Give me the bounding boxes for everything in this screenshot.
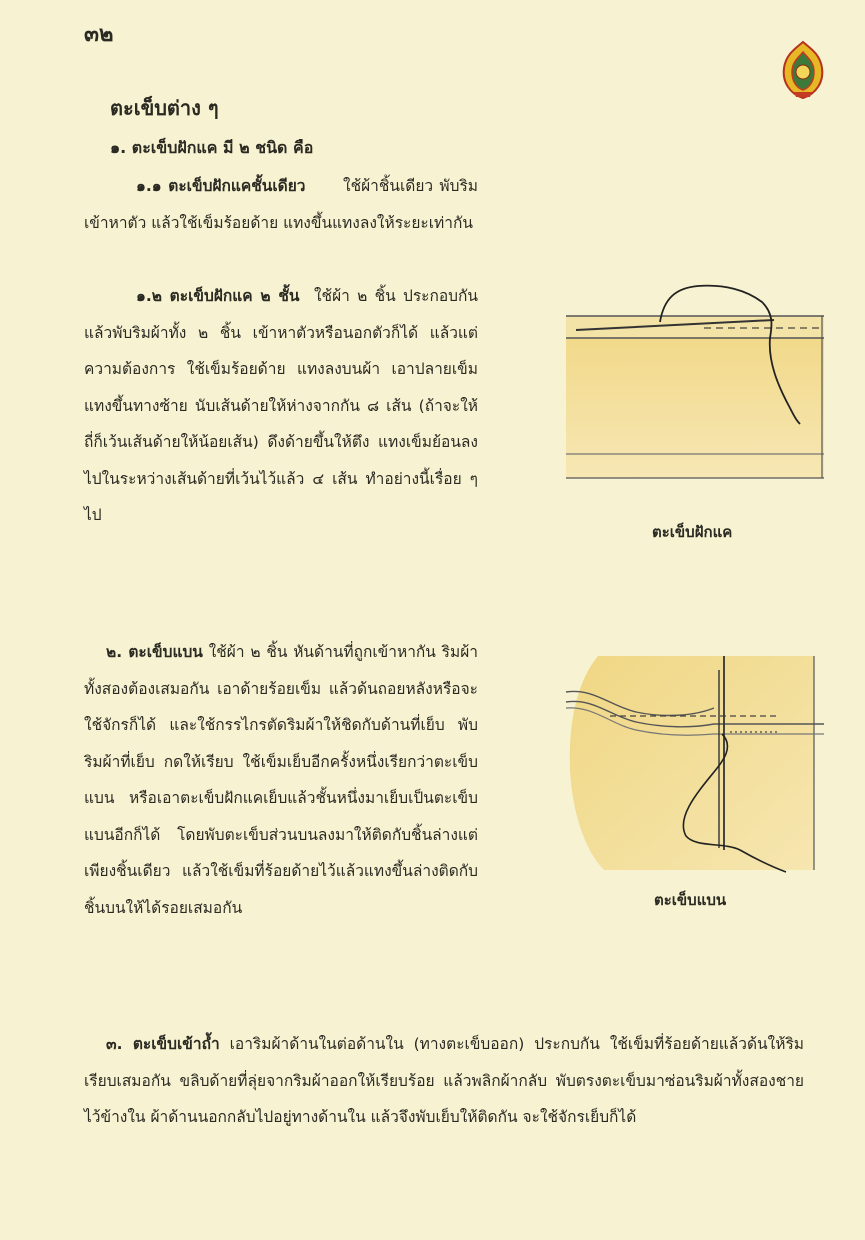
sub2-text: ใช้ผ้า ๒ ชิ้น ประกอบกัน แล้วพับริมผ้าทั้ง ๒ ชิ้น เข้าหาตัวหรือนอกตัวก็ได้ แล้วแต่ความต้องการ ใช้เข็มร้อยด้าย แทงลงบนผ้า เอาปลายเข็มแทงขึ้นทางซ้าย นับเส้นด้ายให้ห่างจากกัน ๘ เส้น (ถ้าจะให้ถี่ก็เว้นเส้นด้ายให้น้อยเส้น) ดึงด้ายขึ้นให้ตึง แทงเข็มย้อนลงไปในระหว่างเส้นด้ายที่เว้นไว้แล้ว ๔ เส้น ทำอย่างนี้เรื่อย ๆ ไป bbox=[84, 287, 478, 524]
section3-paragraph bbox=[84, 1026, 804, 1136]
sub1-lead: ๑.๑ ตะเข็บฝักแคชั้นเดียว bbox=[136, 177, 306, 195]
section3-lead: ๓. ตะเข็บเข้าถ้ำ bbox=[106, 1035, 220, 1053]
flat-seam-illustration bbox=[564, 650, 828, 874]
page-title: ตะเข็บต่าง ๆ bbox=[110, 96, 219, 120]
section1-heading: ๑. ตะเข็บฝักแค มี ๒ ชนิด คือ bbox=[110, 138, 314, 157]
sub2-lead: ๑.๒ ตะเข็บฝักแค ๒ ชั้น bbox=[136, 287, 300, 305]
section3-text: เอาริมผ้าด้านในต่อด้านใน (ทางตะเข็บออก) ประกบกัน ใช้เข็มที่ร้อยด้ายแล้วด้นให้ริมเรียบเสมอกัน ขลิบด้ายที่ลุ่ยจากริมผ้าออกให้เรียบร้อย แล้วพลิกผ้ากลับ พับตรงตะเข็บมาซ่อนริมผ้าทั้งสองชายไว้ข้างใน ผ้าด้านนอกกลับไปอยู่ทางด้านใน แล้วจึงพับเย็บให้ติดกัน จะใช้จักรเย็บก็ได้ bbox=[84, 1035, 804, 1126]
section2-text: ใช้ผ้า ๒ ชิ้น หันด้านที่ถูกเข้าหากัน ริมผ้าทั้งสองต้องเสมอกัน เอาด้ายร้อยเข็ม แล้วด้นถอยหลังหรือจะใช้จักรก็ได้ และใช้กรรไกรตัดริมผ้าให้ชิดกับด้านที่เย็บ พับริมผ้าที่เย็บ กดให้เรียบ ใช้เข็มเย็บอีกครั้งหนึ่งเรียกว่าตะเข็บแบน หรือเอาตะเข็บฝักแคเย็บแล้วชั้นหนึ่งมาเย็บเป็นตะเข็บแบนอีกก็ได้ โดยพับตะเข็บส่วนบนลงมาให้ติดกับชิ้นล่างแต่เพียงชิ้นเดียว แล้วใช้เข็มที่ร้อยด้ายไว้แล้วแทงขึ้นล่างติดกับชิ้นบนให้ได้รอยเสมอกัน bbox=[84, 643, 478, 917]
section2-lead: ๒. ตะเข็บแบน bbox=[106, 643, 203, 661]
page-number: ๓๒ bbox=[84, 22, 114, 47]
emblem-logo bbox=[780, 40, 826, 100]
section1-sub1-paragraph bbox=[84, 168, 478, 241]
sub1-text: ใช้ผ้าชิ้นเดียว พับริมเข้าหาตัว แล้วใช้เข็มร้อยด้าย แทงขึ้นแทงลงให้ระยะเท่ากัน bbox=[84, 177, 478, 232]
section2-paragraph bbox=[84, 634, 478, 926]
french-seam-illustration bbox=[564, 282, 826, 510]
section1-sub2-paragraph bbox=[84, 278, 478, 534]
figure1-caption: ตะเข็บฝักแค bbox=[652, 523, 733, 541]
figure2-caption: ตะเข็บแบน bbox=[654, 891, 727, 909]
